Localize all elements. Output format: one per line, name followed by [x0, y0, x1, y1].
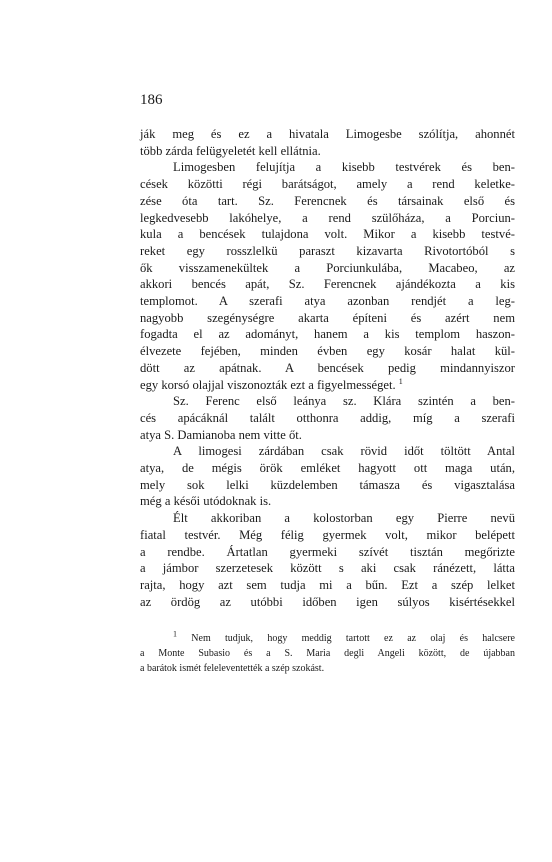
text-line: A limogesi zárdában csak rövid időt töltött Antal: [173, 444, 515, 459]
text-line: mely sok lelki küzdelemben támasza és vigasztalása: [140, 477, 515, 492]
footnote-line: a Monte Subasio és a S. Maria degli Angeli között, de újabban: [140, 648, 515, 659]
text-line: rajta, hogy azt sem tudja mi a bűn. Ezt a szép lelket: [140, 577, 515, 592]
text-line: még a késői utódoknak is.: [140, 494, 272, 509]
text-line-with-footnote: [140, 377, 515, 394]
page-number: 186: [140, 92, 163, 108]
text-line: cés apácáknál talált otthonra addig, míg a szerafi: [140, 410, 515, 425]
footnote-marker: 1: [173, 629, 177, 639]
text-line: ják meg és ez a hivatala Limogesbe szólítja, ahonnét: [140, 127, 515, 141]
text-line: több zárda felügyeletét kell ellátnia.: [140, 143, 321, 158]
footnote-line: Nem tudjuk, hogy meddig tartott ez az olaj és halcsere: [191, 633, 515, 644]
text-line: élvezete fejében, minden évben egy kosár halat kül-: [140, 344, 515, 359]
text-line: fiatal testvér. Még félig gyermek volt, mikor belépett: [140, 527, 515, 542]
text-line: egy korsó olajjal viszonozták ezt a figyelmességet.: [140, 377, 396, 392]
text-line: ők visszamenekültek a Porciunkulába, Macabeo, az: [140, 260, 515, 275]
text-line: Élt akkoriban a kolostorban egy Pierre nevü: [173, 511, 515, 526]
text-line: zése óta tart. Sz. Ferencnek és társainak első és: [140, 193, 515, 208]
text-line: akkori bencés apát, Sz. Ferencnek ajándékozta a kis: [140, 277, 515, 292]
text-line: Sz. Ferenc első leánya sz. Klára szintén a ben-: [173, 394, 515, 409]
text-line: nagyobb szegénységre akarta építeni és azért nem: [140, 310, 515, 325]
body-text: [140, 126, 515, 610]
text-line: fogadta el az adományt, hanem a kis templom haszon-: [140, 327, 515, 342]
text-line: reket egy rosszlelkü paraszt kizavarta Rivotortóból s: [140, 243, 515, 258]
text-line: dött az apátnak. A bencések pedig mindannyiszor: [140, 360, 515, 375]
footnote-line: a barátok ismét feleleventették a szép szokást.: [140, 663, 325, 674]
footnote-marker: 1: [398, 376, 403, 386]
text-line: cések közötti régi barátságot, amely a rend keletke-: [140, 177, 515, 192]
text-line: a rendbe. Ártatlan gyermeki szívét tisztán megőrizte: [140, 544, 515, 559]
footnote-line-with-marker: [140, 631, 515, 646]
text-line: atya, de mégis örök emléket hagyott ott maga után,: [140, 461, 515, 476]
footnote: [140, 631, 515, 676]
text-line: Limogesben felujítja a kisebb testvérek és ben-: [173, 160, 515, 175]
text-line: kula a bencések tulajdona volt. Mikor a kisebb testvé-: [140, 227, 515, 242]
text-line: legkedvesebb lakóhelye, a rend szülőháza, a Porciun-: [140, 210, 515, 225]
text-line: atya S. Damianoba nem vitte őt.: [140, 427, 302, 442]
text-line: az ördög az utóbbi időben igen súlyos kisértésekkel: [140, 594, 515, 609]
text-line: a jámbor szerzetesek között s aki csak ránézett, látta: [140, 561, 515, 576]
text-line: templomot. A szerafi atya azonban rendjét a leg-: [140, 294, 515, 309]
